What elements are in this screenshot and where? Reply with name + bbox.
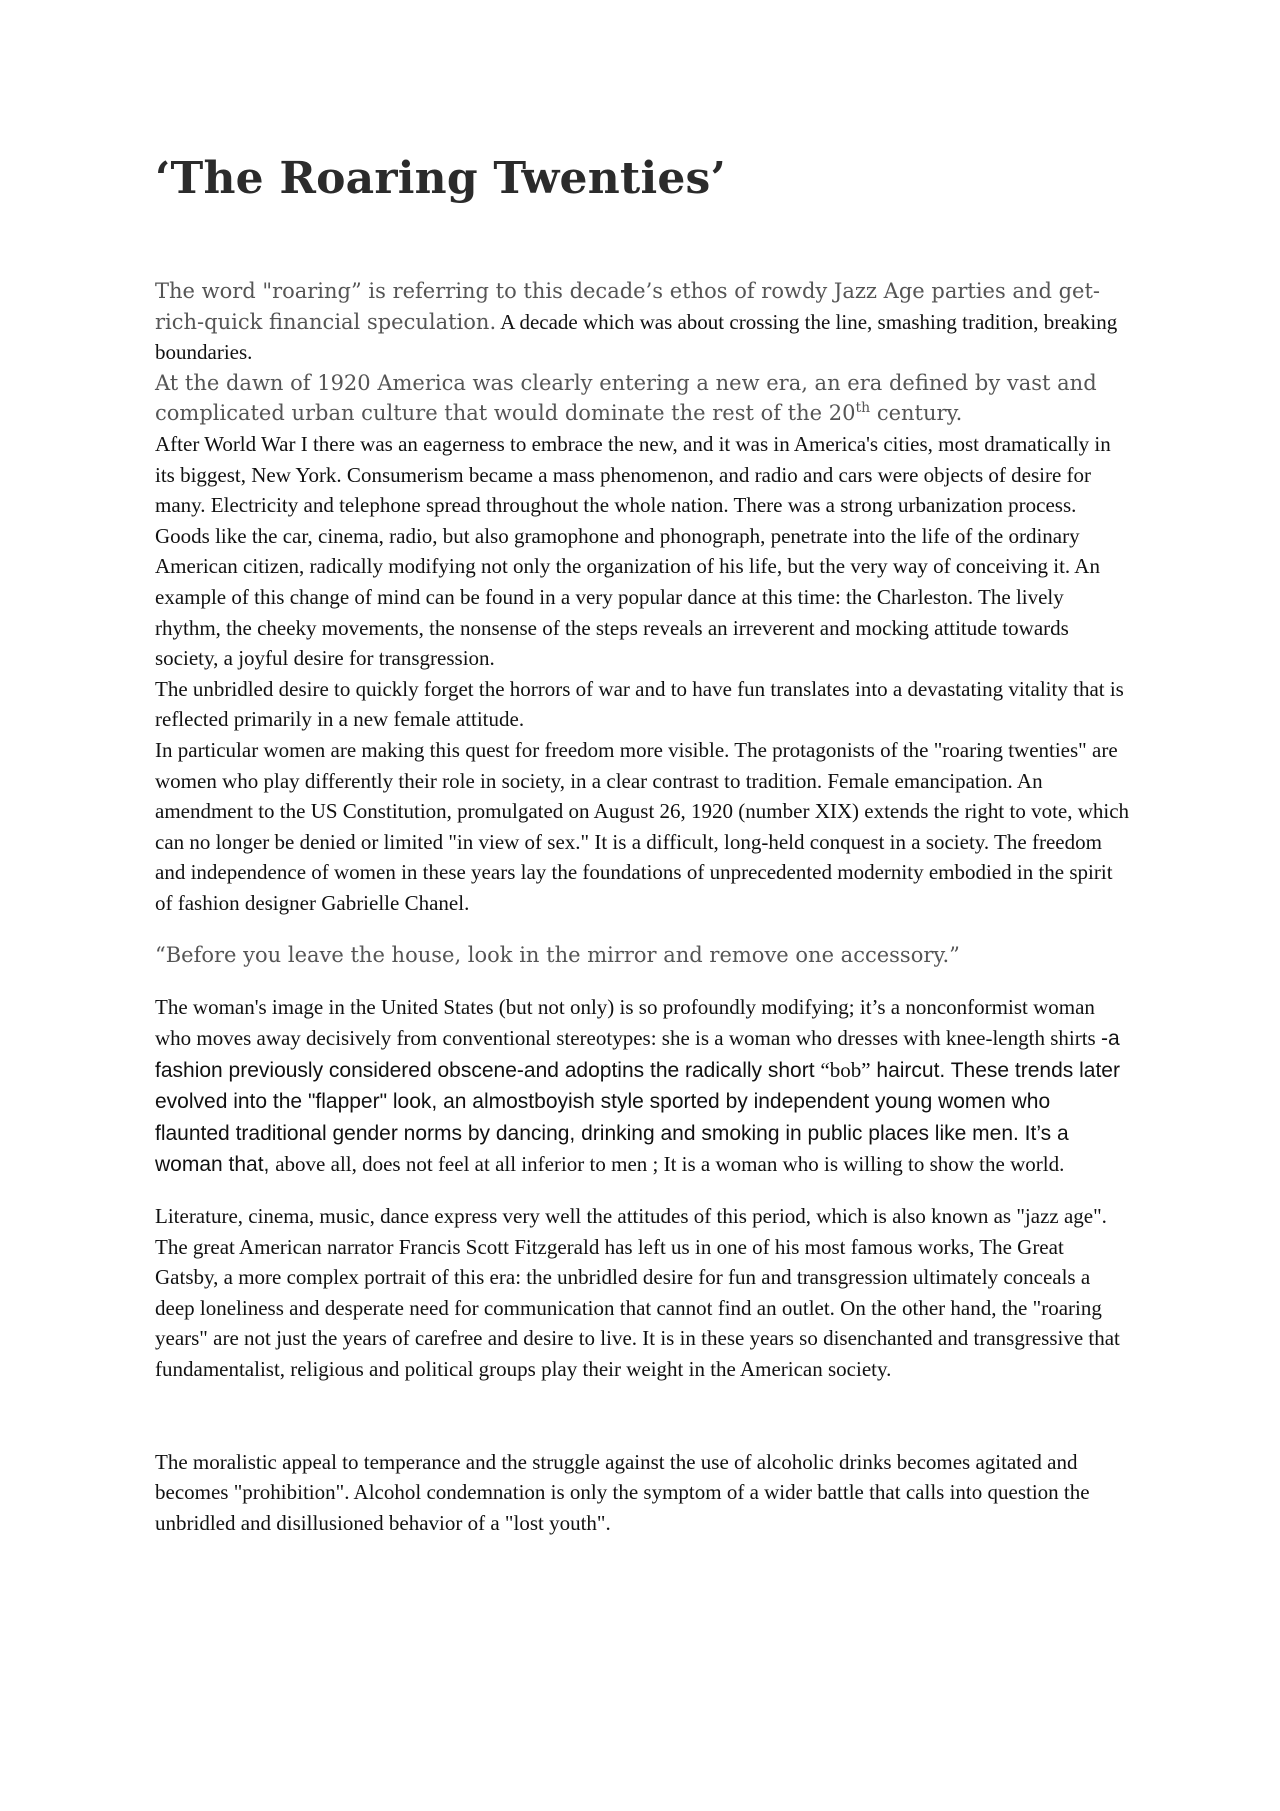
dawn-lead-text: [155, 371, 1097, 426]
dawn-lead-end: century.: [870, 401, 963, 426]
image-part-1: The woman's image in the United States (but not only) is so profoundly modifying; it’s a nonconformist woman who moves away decisively from conventional stereotypes: she is a woman who dresses with knee-length shirts: [155, 995, 1101, 1051]
image-part-3: “bob”: [820, 1057, 871, 1082]
image-part-7: above all, does not feel at all inferior to men ; It is a woman who is willing to show the world.: [275, 1152, 1065, 1177]
woman-image-paragraph: [155, 992, 1130, 1181]
literature-paragraph: Literature, cinema, music, dance express very well the attitudes of this period, which is also known as "jazz age". The great American narrator Francis Scott Fitzgerald has left us in one of his most famous works, The Great Gatsby, a more complex portrait of this era: the unbridled desire for fun and transgression ultimately conceals a deep loneliness and desperate need for communication that cannot find an outlet. On the other hand, the "roaring years" are not just the years of carefree and desire to live. It is in these years so disenchanted and transgressive that fundamentalist, religious and political groups play their weight in the American society.: [155, 1204, 1120, 1381]
dawn-lead-main: At the dawn of 1920 America was clearly entering a new era, an era defined by vast and complicated urban culture that would dominate the rest of the 20: [155, 370, 1097, 426]
spacer: [155, 1385, 1130, 1447]
image-part-5: "flapper" look: [307, 1090, 432, 1114]
intro-lead-text: The word "roaring” is referring to this decade’s ethos of rowdy Jazz Age parties and get-rich-quick financial speculation.: [155, 279, 1100, 334]
page-title: ‘The Roaring Twenties’: [155, 153, 727, 204]
intro-paragraph: [155, 276, 1130, 368]
intro-tail-text: A decade which was about crossing the line, smashing tradition, breaking boundaries.: [155, 309, 1118, 365]
document-page: [155, 150, 1130, 1538]
spacer: [155, 1181, 1130, 1201]
image-part-4: haircut. These trends later evolved into the: [155, 1058, 1120, 1114]
dawn-body-text: After World War I there was an eagerness to embrace the new, and it was in America's cities, most dramatically in its biggest, New York. Consumerism became a mass phenomenon, and radio and cars were objects of desire for many. Electricity and telephone spread throughout the whole nation. There was a strong urbanization process. Goods like the car, cinema, radio, but also gramophone and phonograph, penetrate into the life of the ordinary American citizen, radically modifying not only the organization of his life, but the very way of conceiving it. An example of this change of mind can be found in a very popular dance at this time: the Charleston. The lively rhythm, the cheeky movements, the nonsense of the steps reveals an irreverent and mocking attitude towards society, a joyful desire for transgression.: [155, 431, 1111, 671]
war-paragraph: The unbridled desire to quickly forget the horrors of war and to have fun translates into a devastating vitality that is reflected primarily in a new female attitude.: [155, 676, 1124, 732]
dawn-lead-sup: th: [855, 400, 871, 417]
image-part-2: -a fashion previously considered obscene-and adoptins the radically short: [155, 1027, 1120, 1082]
prohibition-paragraph: The moralistic appeal to temperance and the struggle against the use of alcoholic drinks becomes agitated and becomes "prohibition". Alcohol condemnation is only the symptom of a wider battle that calls into question the unbridled and disillusioned behavior of a "lost youth".: [155, 1449, 1090, 1535]
dawn-paragraph: [155, 368, 1130, 674]
image-part-6: , an almostboyish style sported by independent young women who flaunted traditional gender norms by dancing, drinking and smoking in public places like men. It’s a woman that,: [155, 1090, 1069, 1177]
chanel-quote: “Before you leave the house, look in the mirror and remove one accessory.”: [155, 943, 960, 968]
women-paragraph: In particular women are making this quest for freedom more visible. The protagonists of the "roaring twenties" are women who play differently their role in society, in a clear contrast to tradition. Female emancipation. An amendment to the US Constitution, promulgated on August 26, 1920 (number XIX) extends the right to vote, which can no longer be denied or limited "in view of sex." It is a difficult, long-held conquest in a society. The freedom and independence of women in these years lay the foundations of unprecedented modernity embodied in the spirit of fashion designer Gabrielle Chanel.: [155, 737, 1130, 915]
